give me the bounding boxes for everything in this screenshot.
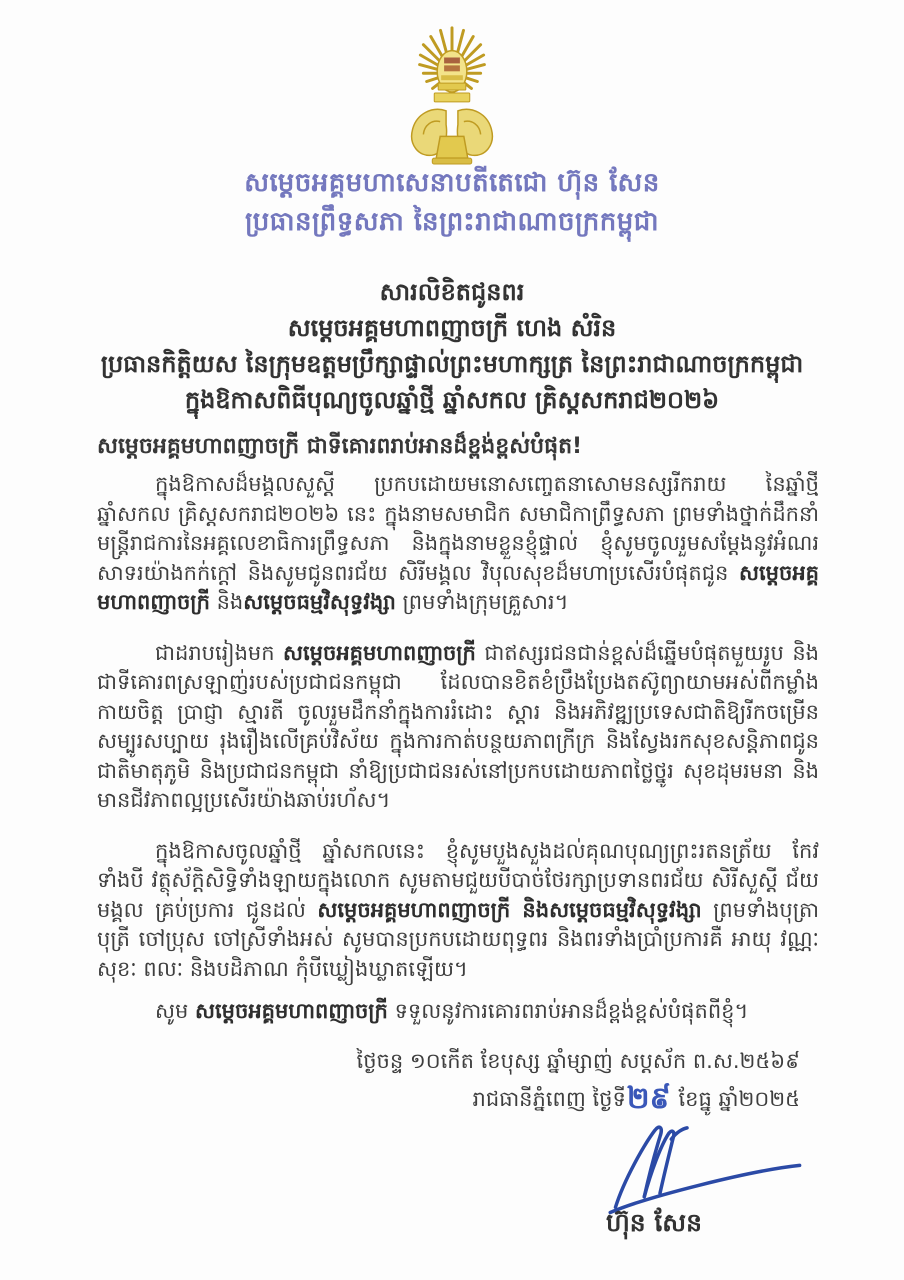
letter-title [40,274,864,418]
honorific-heng-samrin: សម្តេចអគ្គមហាពញាចក្រី [97,560,819,614]
handwritten-day: ២៩ [626,1081,671,1116]
closing-text: សូម [155,999,196,1023]
letter-body [97,470,819,1027]
honorific-heng-samrin: សម្តេចអគ្គមហាពញាចក្រី [195,999,388,1023]
closing-text: ទទួលនូវការគោរពរាប់អានដ៏ខ្ពង់ខ្ពស់បំផុតពីខ្ញុំ។ [387,999,749,1023]
paragraph-3-text: ក្នុងឱកាសចូលឆ្នាំថ្មី ឆ្នាំសកលនេះ ខ្ញុំសូមបួងសួងដល់គុណបុណ្យព្រះរតនត្រ័យ កែវទាំងបី វត្ថុស័ក្តិសិទ្ធិទាំងឡាយក្នុងលោក សូមតាមជួយបីបាច់ថែរក្សាប្រទានពរជ័យ សិរីសួស្តី ជ័យមង្គល គ្រប់ប្រការ ជូនដល់ [97,838,819,922]
letter-title-line3: ប្រធានកិត្តិយស នៃក្រុមឧត្តមប្រឹក្សាផ្ទាល់ព្រះមហាក្សត្រ នៃព្រះរាជាណាចក្រកម្ពុជា [100,350,804,378]
dateline-prefix: រាជធានីភ្នំពេញ ថ្ងៃទី [472,1087,626,1111]
signature-icon [592,1120,810,1216]
paragraph-3-text: ព្រមទាំងបុត្រា បុត្រី ចៅប្រុស ចៅស្រីទាំងអស់ សូមបានប្រកបដោយពុទ្ធពរ និងពរទាំងប្រាំប្រការគឺ អាយុ វណ្ណៈ សុខៈ ពលៈ និងបដិភាណ កុំបីឃ្លៀងឃ្លាតឡើយ។ [97,897,819,981]
letterhead [0,164,904,242]
letterhead-line2: ប្រធានព្រឹទ្ធសភា នៃព្រះរាជាណាចក្រកម្ពុជា [244,207,660,237]
royal-emblem-icon [391,20,513,168]
signatory-name: ហ៊ុន សែន [606,1208,702,1237]
dateline-gregorian [240,1079,800,1117]
dateline-suffix: ខែធ្នូ ឆ្នាំ២០២៥ [671,1087,800,1111]
paragraph-1-text: និង [209,590,244,614]
paragraph-1-text: ព្រមទាំងក្រុមគ្រួសារ។ [395,590,569,614]
salutation: សម្តេចអគ្គមហាពញាចក្រី ជាទីគោរពរាប់អានដ៏ខ្ពង់ខ្ពស់បំផុត! [97,434,583,459]
letter-title-line2: សម្តេចអគ្គមហាពញាចក្រី ហេង សំរិន [287,314,617,342]
letter-title-line1: សារលិខិតជូនពរ [379,278,525,306]
dateline-lunar: ថ្ងៃចន្ទ ១០កើត ខែបុស្ស ឆ្នាំម្សាញ់ សប្តស័ក ព.ស.២៥៦៩ [356,1049,800,1073]
paragraph-1-text: ក្នុងឱកាសដ៏មង្គលសួស្តី ប្រកបដោយមនោសញ្ចេតនាសោមនស្សរីករាយ នៃឆ្នាំថ្មី ឆ្នាំសកល គ្រិស្តសករាជ២០២៦ នេះ ក្នុងនាមសមាជិក សមាជិកាព្រឹទ្ធសភា ព្រមទាំងថ្នាក់ដឹកនាំ មន្ត្រីរាជការនៃអគ្គលេខាធិការព្រឹទ្ធសភា និងក្នុងនាមខ្លួនខ្ញុំផ្ទាល់ ខ្ញុំសូមចូលរួមសម្តែងនូវអំណរសាទរយ៉ាងកក់ក្តៅ និងសូមជូនពរជ័យ សិរីមង្គល វិបុលសុខដ៏មហាប្រសើរបំផុតជូន [97,472,819,585]
honorific-spouse: សម្តេចធម្មវិសុទ្ធវង្សា [243,590,396,614]
paragraph-1 [97,470,819,618]
paragraph-2 [97,639,819,816]
closing-line [97,997,819,1027]
paragraph-2-text: ជាដរាបរៀងមក [155,640,284,665]
letter-title-line4: ក្នុងឱកាសពិធីបុណ្យចូលឆ្នាំថ្មី ឆ្នាំសកល គ្រិស្តសករាជ២០២៦ [184,386,720,414]
paragraph-3 [97,837,819,985]
honorific-heng-samrin: សម្តេចអគ្គមហាពញាចក្រី [283,640,476,665]
dateline [240,1044,800,1117]
letterhead-line1: សម្តេចអគ្គមហាសេនាបតីតេជោ ហ៊ុន សែន [244,168,660,198]
honorific-heng-samrin-and-spouse: សម្តេចអគ្គមហាពញាចក្រី និងសម្តេចធម្មវិសុទ្ធវង្សា [317,897,702,922]
paragraph-2-text: ជាឥស្សរជនជាន់ខ្ពស់ដ៏ឆ្នើមបំផុតមួយរូប និងជាទីគោរពស្រឡាញ់របស់ប្រជាជនកម្ពុជា ដែលបានខិតខំប្រឹងប្រែងតស៊ូព្យាយាមអស់ពីកម្លាំងកាយចិត្ត ប្រាជ្ញា ស្មារតី ចូលរួមដឹកនាំក្នុងការរំដោះ ស្តារ និងអភិវឌ្ឍប្រទេសជាតិឱ្យរីកចម្រើន សម្បូរសប្បាយ រុងរឿងលើគ្រប់វិស័យ ក្នុងការកាត់បន្ថយភាពក្រីក្រ និងស្វែងរកសុខសន្តិភាពជូនជាតិមាតុភូមិ និងប្រជាជនកម្ពុជា នាំឱ្យប្រជាជនរស់នៅប្រកបដោយភាពថ្លៃថ្នូរ សុខដុមរមនា និងមានជីវភាពល្អប្រសើរយ៉ាងឆាប់រហ័ស។ [97,640,819,812]
